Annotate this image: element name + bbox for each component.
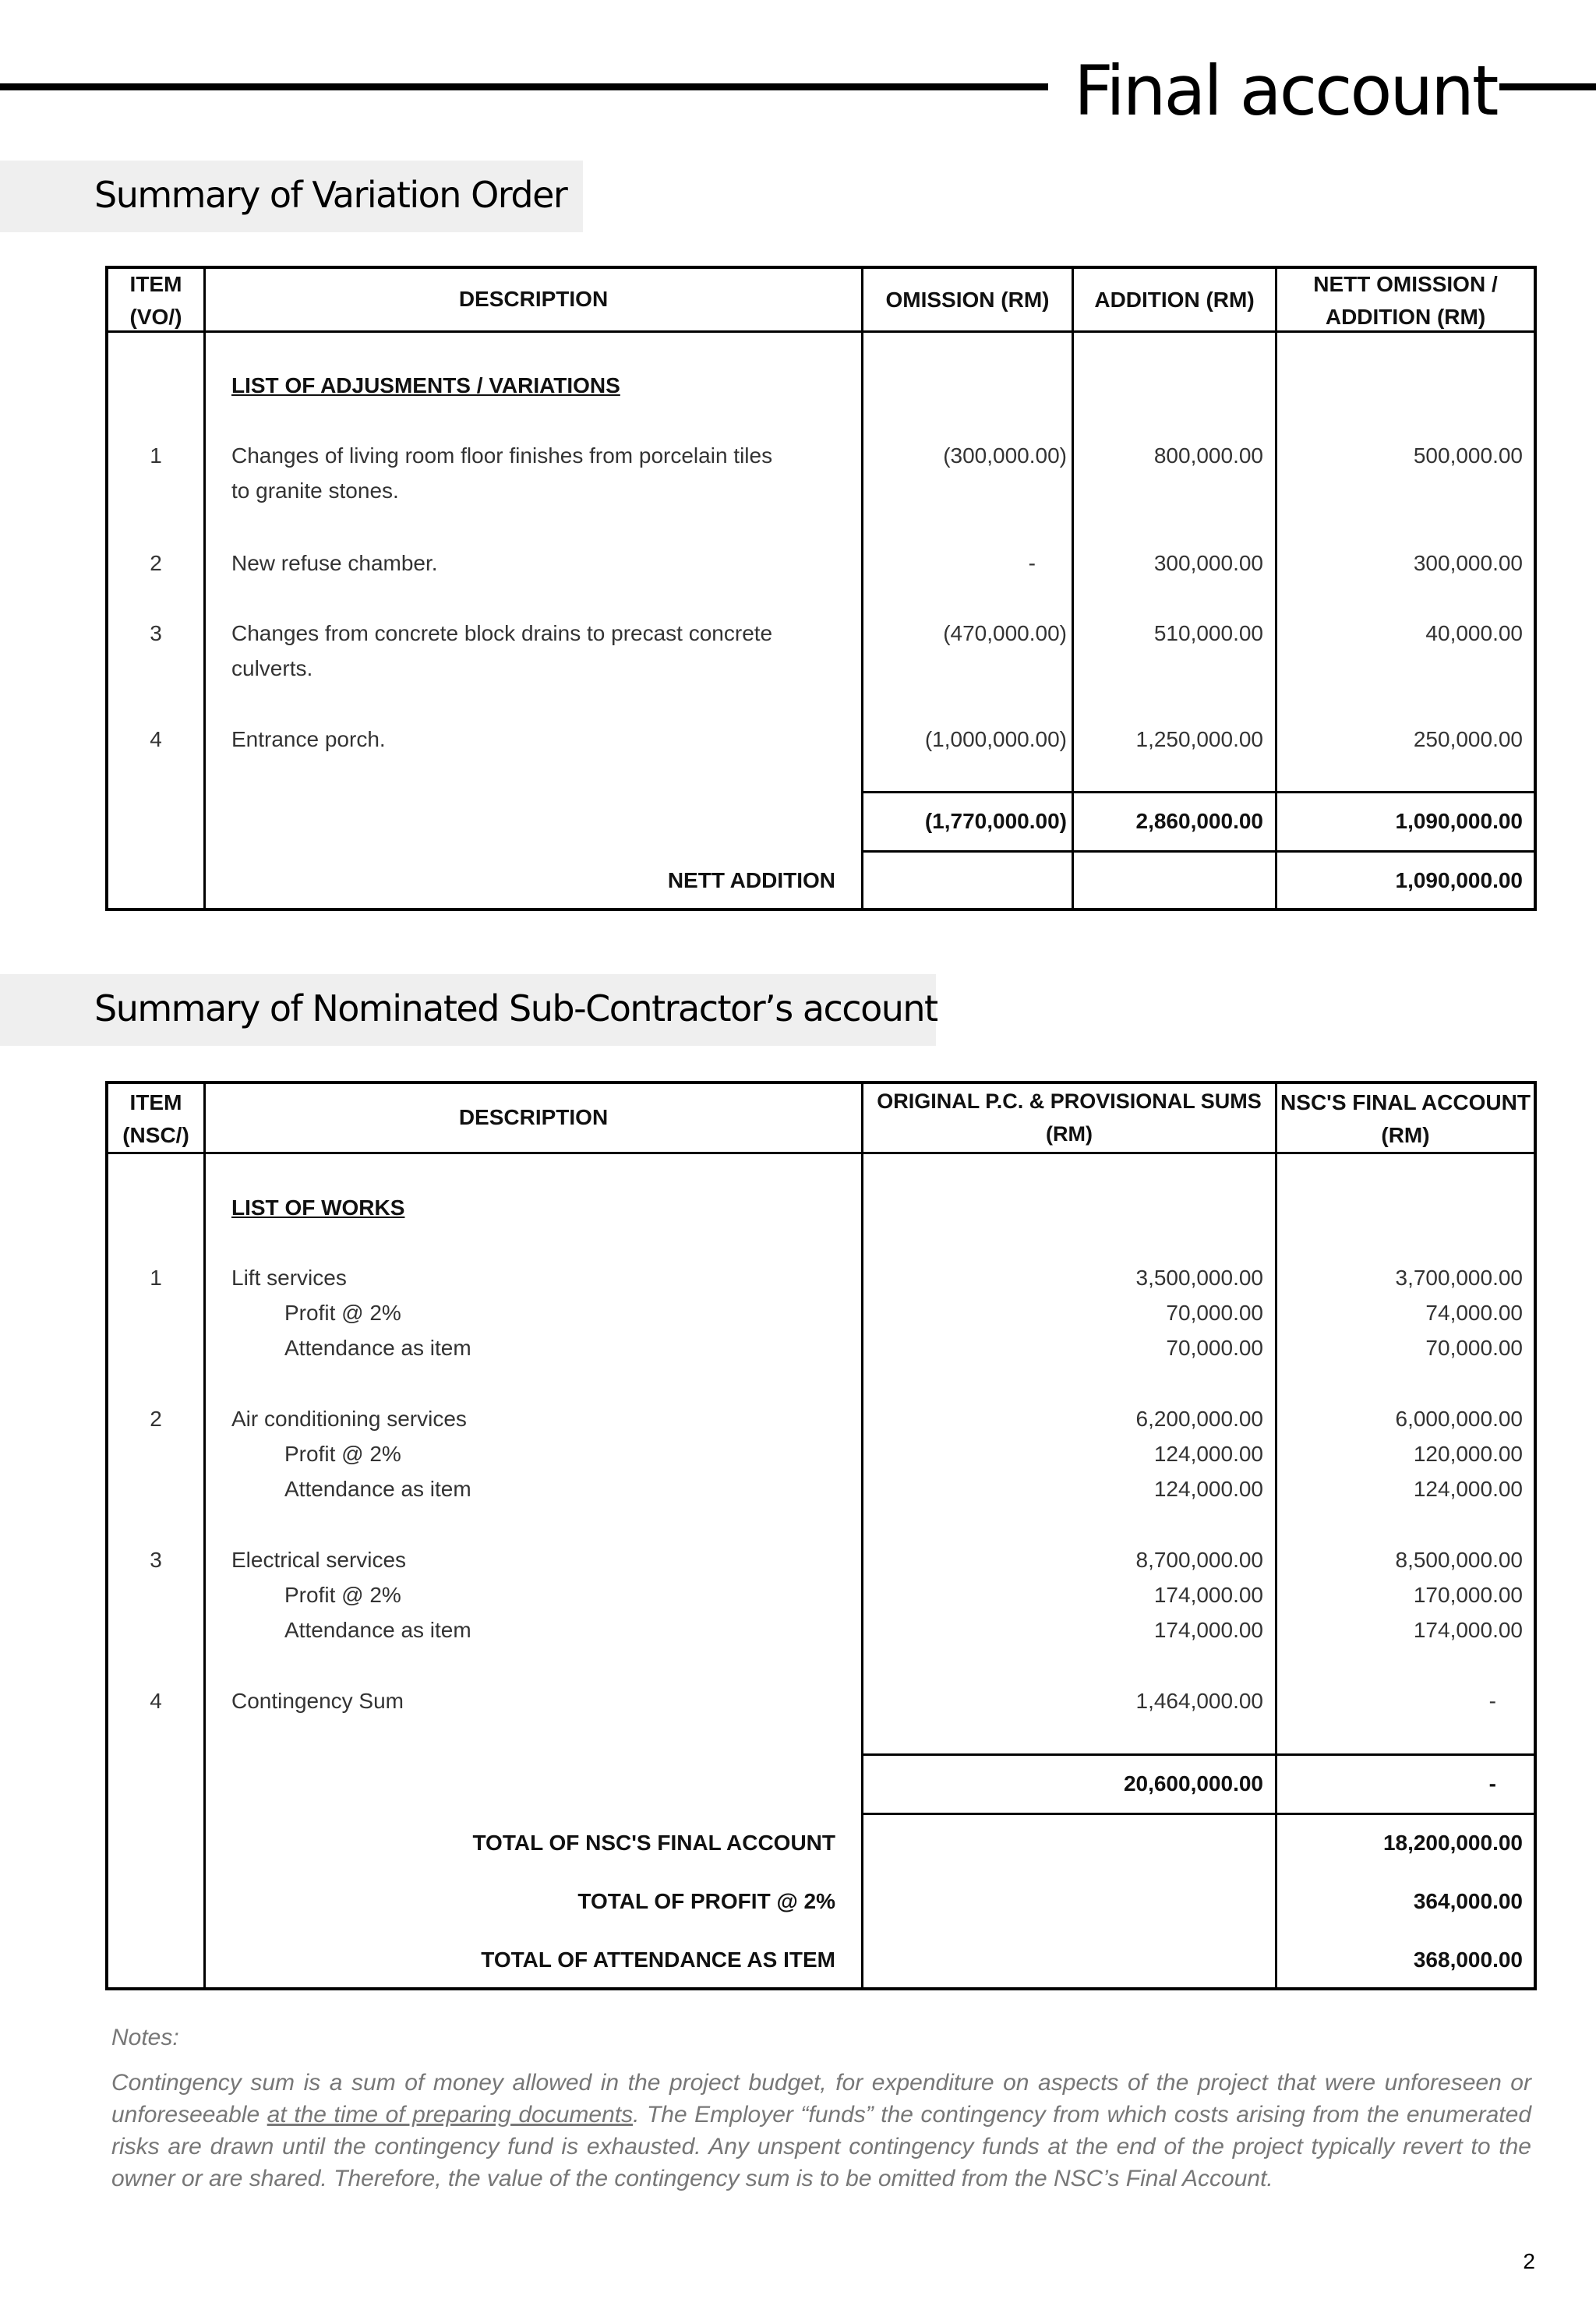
nsc-subtotal-final: - <box>1488 1771 1496 1796</box>
vo-header-omission: OMISSION (RM) <box>885 288 1050 312</box>
nsc-group-item: 1 <box>150 1266 162 1290</box>
nsc-subtotal-rule-bottom <box>861 1813 1537 1815</box>
vo-row-nett: 250,000.00 <box>1413 727 1523 751</box>
nsc-line-label: Attendance as item <box>284 1477 471 1501</box>
vo-row-item: 2 <box>150 551 162 575</box>
nsc-summary-value: 18,200,000.00 <box>1382 1831 1523 1855</box>
nsc-line-original: 1,464,000.00 <box>1135 1689 1263 1713</box>
vo-nett-addition-label: NETT ADDITION <box>667 868 835 892</box>
vo-row-nett: 500,000.00 <box>1413 443 1523 468</box>
nsc-group-item: 4 <box>150 1689 162 1713</box>
nsc-line-original: 70,000.00 <box>1166 1336 1263 1360</box>
nsc-line-label: Profit @ 2% <box>284 1442 401 1466</box>
nsc-line-final: - <box>1488 1689 1496 1713</box>
vo-totals-rule-bottom <box>861 850 1537 853</box>
nsc-line-label: Attendance as item <box>284 1618 471 1642</box>
vo-row-omission: (1,000,000.00) <box>924 727 1067 751</box>
nsc-line-final: 70,000.00 <box>1425 1336 1523 1360</box>
nsc-subtotal-rule-top <box>861 1753 1537 1756</box>
nsc-line-final: 8,500,000.00 <box>1395 1548 1523 1572</box>
nsc-line-original: 174,000.00 <box>1153 1583 1263 1607</box>
nsc-line-original: 70,000.00 <box>1166 1301 1263 1325</box>
nsc-header-original: ORIGINAL P.C. & PROVISIONAL SUMS (RM) <box>877 1089 1262 1146</box>
vo-row-desc: Entrance porch. <box>231 727 386 751</box>
vo-total-omission: (1,770,000.00) <box>924 809 1067 833</box>
vo-section-title: Summary of Variation Order <box>94 174 567 216</box>
nsc-line-final: 124,000.00 <box>1413 1477 1523 1501</box>
vo-row-desc: Changes from concrete block drains to precast concrete culverts. <box>231 621 773 680</box>
nsc-line-label: Profit @ 2% <box>284 1301 401 1325</box>
nsc-summary-label: TOTAL OF PROFIT @ 2% <box>577 1889 835 1913</box>
vo-row-item: 4 <box>150 727 162 751</box>
nsc-section-band <box>0 974 936 1046</box>
nsc-line-original: 124,000.00 <box>1153 1477 1263 1501</box>
vo-nett-addition-value: 1,090,000.00 <box>1395 868 1523 892</box>
nsc-line-original: 174,000.00 <box>1153 1618 1263 1642</box>
vo-header-description: DESCRIPTION <box>458 287 609 311</box>
vo-total-addition: 2,860,000.00 <box>1135 809 1263 833</box>
vo-totals-rule-top <box>861 791 1537 793</box>
nsc-line-label: Lift services <box>231 1266 347 1290</box>
notes-label: Notes: <box>111 2025 179 2050</box>
nsc-line-label: Attendance as item <box>284 1336 471 1360</box>
vo-row-item: 1 <box>150 443 162 468</box>
nsc-line-final: 174,000.00 <box>1413 1618 1523 1642</box>
header-rule-right <box>1499 83 1596 90</box>
nsc-table-divider <box>861 1081 863 1990</box>
vo-row-desc: New refuse chamber. <box>231 551 438 575</box>
nsc-line-label: Contingency Sum <box>231 1689 404 1713</box>
nsc-line-final: 6,000,000.00 <box>1395 1407 1523 1431</box>
nsc-line-original: 3,500,000.00 <box>1135 1266 1263 1290</box>
notes-underlined-phrase: at the time of preparing documents <box>267 2102 634 2128</box>
nsc-group-item: 3 <box>150 1548 162 1572</box>
vo-row-addition: 1,250,000.00 <box>1135 727 1263 751</box>
nsc-subtotal-original: 20,600,000.00 <box>1123 1771 1263 1796</box>
page-title: Final account <box>1074 51 1497 131</box>
nsc-group-item: 2 <box>150 1407 162 1431</box>
vo-row-addition: 800,000.00 <box>1153 443 1263 468</box>
vo-row-desc: Changes of living room floor finishes from porcelain tiles to granite stones. <box>231 443 773 503</box>
notes-text: Contingency sum is a sum of money allowed in the project budget, for expenditure on aspects of the project that were unforeseen or unforeseeable at the time of preparing documents. The Employer “funds” the contingency from which costs arising from the enumerated risks are drawn until the contingency fund is exhausted. Any unspent contingency funds at the end of the project typically revert to the owner or are shared. Therefore, the value of the contingency sum is to be omitted from the NSC’s Final Account. <box>111 2070 1532 2191</box>
vo-row-nett: 300,000.00 <box>1413 551 1523 575</box>
nsc-line-original: 6,200,000.00 <box>1135 1407 1263 1431</box>
vo-row-omission: (300,000.00) <box>943 443 1067 468</box>
vo-header-item: ITEM (VO/) <box>129 272 182 329</box>
vo-row-addition: 510,000.00 <box>1153 621 1263 645</box>
nsc-summary-label: TOTAL OF ATTENDANCE AS ITEM <box>481 1948 835 1972</box>
nsc-line-final: 74,000.00 <box>1425 1301 1523 1325</box>
nsc-header-rule <box>105 1152 1537 1154</box>
nsc-summary-value: 364,000.00 <box>1413 1889 1523 1913</box>
nsc-summary-value: 368,000.00 <box>1413 1948 1523 1972</box>
nsc-line-label: Electrical services <box>231 1548 407 1572</box>
nsc-line-final: 170,000.00 <box>1413 1583 1523 1607</box>
nsc-line-original: 124,000.00 <box>1153 1442 1263 1466</box>
vo-total-nett: 1,090,000.00 <box>1395 809 1523 833</box>
nsc-header-description: DESCRIPTION <box>458 1105 609 1129</box>
header-rule-left <box>0 83 1048 90</box>
page-number: 2 <box>1523 2249 1535 2273</box>
nsc-line-original: 8,700,000.00 <box>1135 1548 1263 1572</box>
vo-row-item: 3 <box>150 621 162 645</box>
vo-list-title: LIST OF ADJUSMENTS / VARIATIONS <box>231 373 620 397</box>
nsc-summary-label: TOTAL OF NSC'S FINAL ACCOUNT <box>472 1831 835 1855</box>
vo-table-divider <box>203 266 206 911</box>
vo-section-band <box>0 161 583 232</box>
nsc-header-final: NSC'S FINAL ACCOUNT (RM) <box>1280 1090 1531 1147</box>
nsc-line-label: Profit @ 2% <box>284 1583 401 1607</box>
vo-row-addition: 300,000.00 <box>1153 551 1263 575</box>
nsc-header-item: ITEM (NSC/) <box>122 1090 189 1147</box>
nsc-line-final: 3,700,000.00 <box>1395 1266 1523 1290</box>
nsc-line-final: 120,000.00 <box>1413 1442 1523 1466</box>
nsc-list-title: LIST OF WORKS <box>231 1195 405 1220</box>
vo-row-nett: 40,000.00 <box>1425 621 1523 645</box>
vo-header-nett: NETT OMISSION / ADDITION (RM) <box>1313 272 1498 329</box>
vo-row-omission: (470,000.00) <box>943 621 1067 645</box>
nsc-line-label: Air conditioning services <box>231 1407 467 1431</box>
vo-header-addition: ADDITION (RM) <box>1094 288 1255 312</box>
nsc-section-title: Summary of Nominated Sub-Contractor’s account <box>94 987 937 1029</box>
vo-row-omission: - <box>1028 551 1036 575</box>
